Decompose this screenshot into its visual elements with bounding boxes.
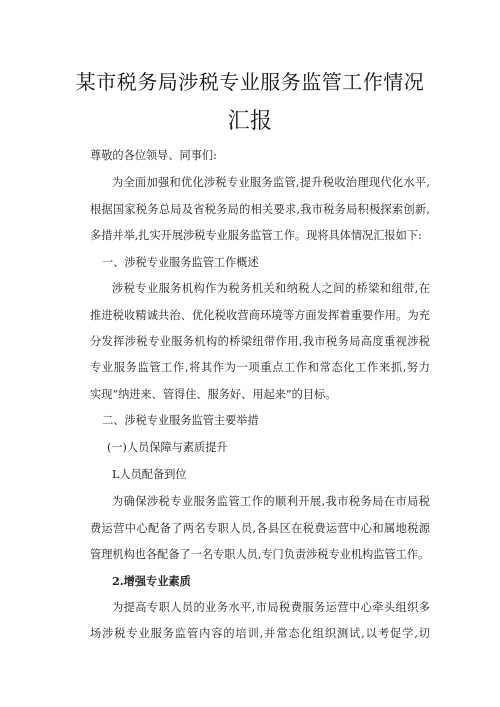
document-title-line-2: 汇报 <box>227 109 273 134</box>
item-1-line: 费运营中心配备了两名专职人员,各县区在税费运营中心和属地税源 <box>90 522 430 535</box>
item-2-line: 为提高专职人员的业务水平,市局税费服务运营中心牵头组织多 <box>112 601 430 614</box>
section-1-line: 涉税专业服务机构作为税务机关和纳税人之间的桥梁和纽带,在 <box>112 282 430 295</box>
section-2-heading: 二、涉税专业服务监管主要举措 <box>102 414 259 427</box>
section-1-line: 专业服务监管工作,将其作为一项重点工作和常态化工作来抓,努力 <box>90 361 430 374</box>
section-1-line: 实现“纳进来、管得住、服务好、用起来”的目标。 <box>90 388 337 401</box>
intro-line: 多措并举,扎实开展涉税专业服务监管工作。现将具体情况汇报如下: <box>90 229 422 242</box>
item-2-line: 场涉税专业服务监管内容的培训,并常态化组织测试,以考促学,切 <box>90 627 430 640</box>
subsection-1-heading: (一)人员保障与素质提升 <box>107 441 228 454</box>
document-title-line-1: 某市税务局涉税专业服务监管工作情况 <box>75 70 425 94</box>
item-2-heading: 2.增强专业素质 <box>112 574 191 588</box>
item-1-heading: L人员配备到位 <box>112 468 187 481</box>
section-1-line: 推进税收精诚共治、优化税收营商环境等方面发挥着重要作用。为充 <box>90 309 430 322</box>
item-1-line: 管理机构也各配备了一名专职人员,专门负责涉税专业机构监管工作。 <box>90 548 430 561</box>
intro-line: 为全面加强和优化涉税专业服务监管,提升税收治理现代化水平, <box>112 176 430 189</box>
section-1-line: 分发挥涉税专业服务机构的桥梁纽带作用,我市税务局高度重视涉税 <box>90 335 430 348</box>
section-1-heading: 一、涉税专业服务监管工作概述 <box>102 256 259 269</box>
item-1-line: 为确保涉税专业服务监管工作的顺利开展,我市税务局在市局税 <box>112 495 430 508</box>
intro-line: 根据国家税务总局及省税务局的相关要求,我市税务局积极探索创新, <box>90 203 430 216</box>
greeting: 尊敬的各位领导、同事们: <box>90 149 217 162</box>
